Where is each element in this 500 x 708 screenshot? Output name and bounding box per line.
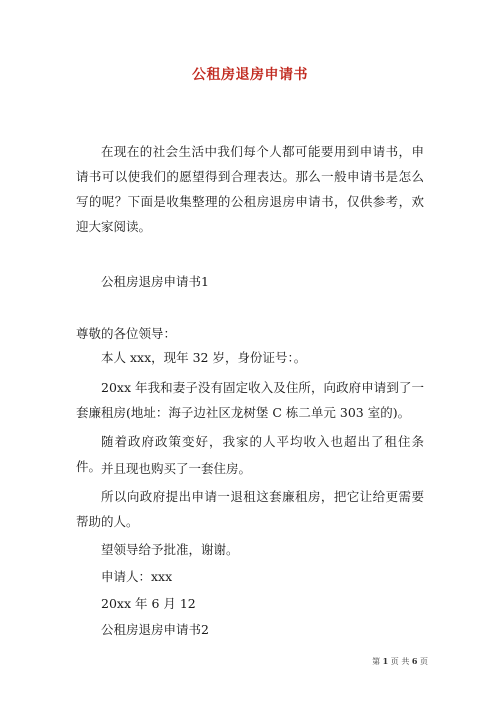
footer-middle: 页 共 bbox=[390, 657, 410, 666]
salutation: 尊敬的各位领导： bbox=[76, 326, 177, 341]
applicant-line: 申请人：xxx bbox=[101, 569, 173, 584]
section-heading-1: 公租房退房申请书1 bbox=[101, 274, 209, 289]
document-title: 公租房退房申请书 bbox=[192, 67, 308, 83]
footer-total-pages: 6 bbox=[411, 656, 418, 666]
paragraph-background: 20xx 年我和妻子没有固定收入及住所，向政府申请到了一套廉租房(地址：海子边社区龙树堡 C 栋二单元 303 室的)。 bbox=[76, 380, 424, 420]
date-line: 20xx 年 6 月 12 bbox=[101, 596, 196, 611]
paragraph-house: 并且现也购买了一套住房。 bbox=[101, 461, 252, 476]
intro-paragraph: 在现在的社会生活中我们每个人都可能要用到申请书，申请书可以使我们的愿望得到合理表达。那么一般申请书是怎么写的呢？下面是收集整理的公租房退房申请书，仅供参考，欢迎大家阅读。 bbox=[76, 144, 424, 234]
paragraph-closing: 望领导给予批准，谢谢。 bbox=[101, 542, 239, 557]
footer-suffix: 页 bbox=[420, 657, 428, 666]
page-footer bbox=[372, 656, 428, 667]
section-heading-2: 公租房退房申请书2 bbox=[101, 622, 209, 637]
footer-prefix: 第 bbox=[372, 657, 381, 666]
paragraph-request: 所以向政府提出申请一退租这套廉租房，把它让给更需要帮助的人。 bbox=[76, 489, 424, 529]
paragraph-income: 随着政府政策变好，我家的人平均收入也超出了租住条件。 bbox=[76, 434, 424, 474]
paragraph-identity: 本人 xxx，现年 32 岁，身份证号：。 bbox=[101, 350, 307, 365]
footer-page-number: 1 bbox=[382, 656, 389, 666]
